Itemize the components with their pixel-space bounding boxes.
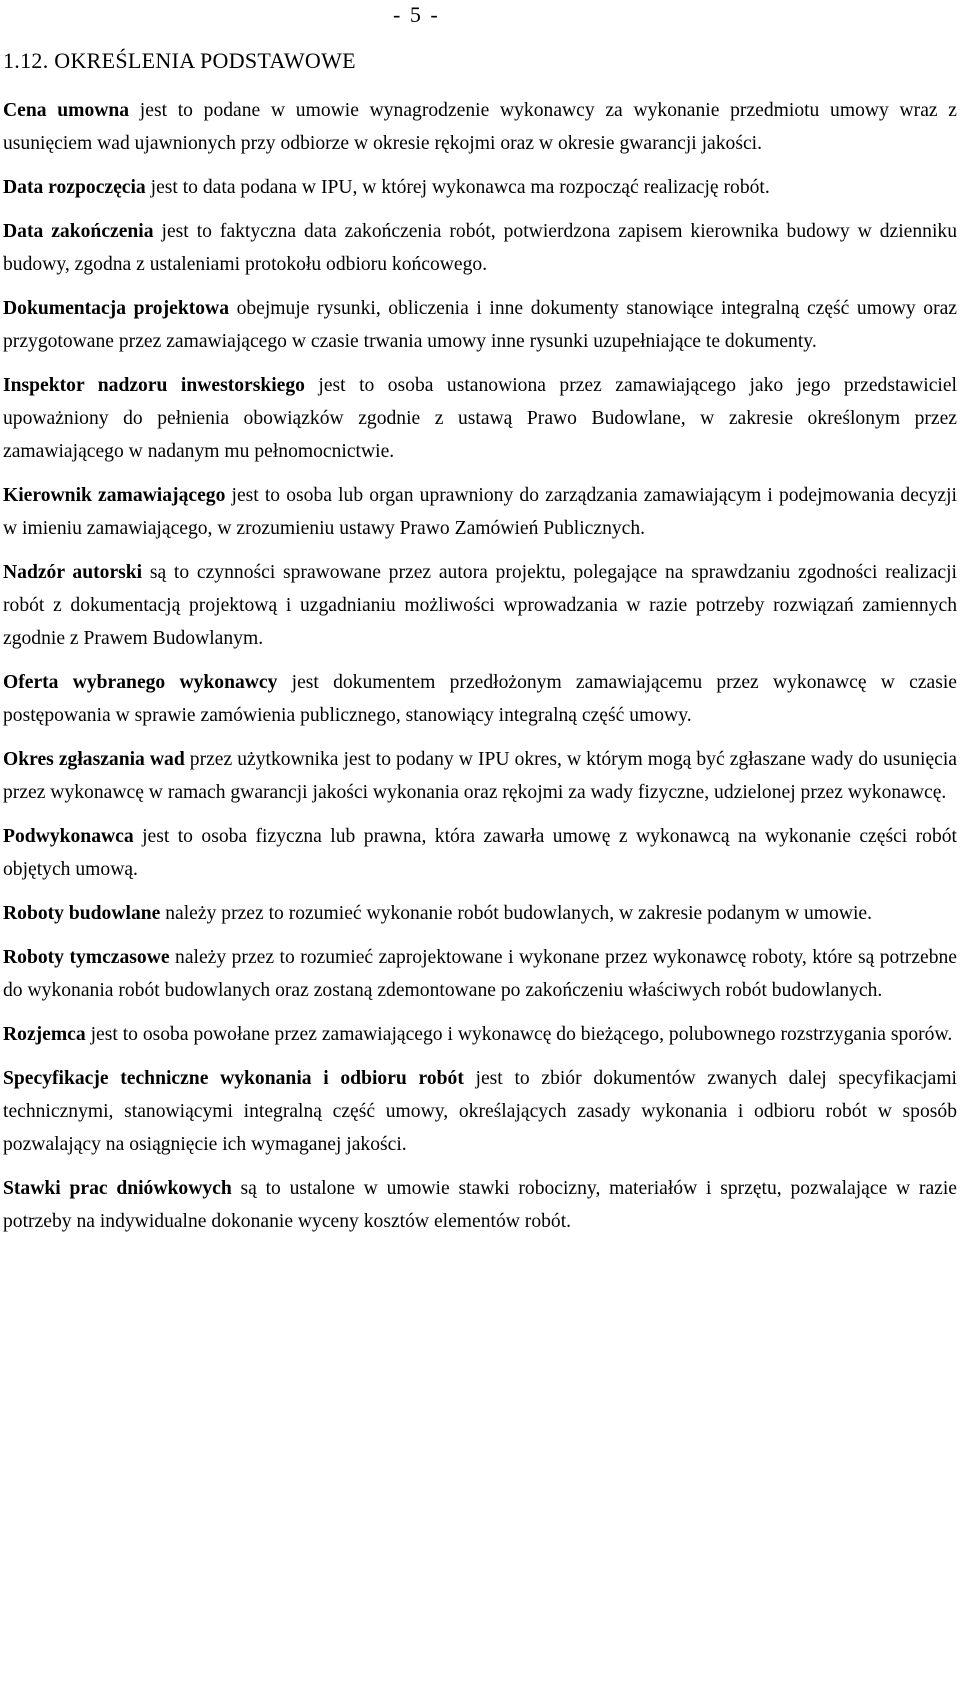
definition-text: jest to faktyczna data zakończenia robót, potwierdzona zapisem kierownika budowy w dzienniku budowy, zgodna z ustaleniami protokołu odbioru końcowego. [3,221,958,275]
definition-term: Stawki prac dniówkowych [3,1178,232,1199]
definition-term: Nadzór autorski [3,562,143,583]
definition-rozjemca [3,1018,957,1051]
definition-text: jest to osoba powołane przez zamawiającego i wykonawcę do bieżącego, polubownego rozstrzygania sporów. [85,1024,953,1045]
definition-text: należy przez to rozumieć zaprojektowane i wykonane przez wykonawcę roboty, które są potrzebne do wykonania robót budowlanych oraz zostaną zdemontowane po zakończeniu właściwych robót budowlanych. [3,947,957,1001]
definition-term: Roboty tymczasowe [3,947,170,968]
definition-text: są to czynności sprawowane przez autora projektu, polegające na sprawdzaniu zgodności realizacji robót z dokumentacją projektową i uzgadnianiu możliwości wprowadzania w razie potrzeby rozwiązań zamiennych zgodnie z Prawem Budowlanym. [3,562,957,649]
definition-text: należy przez to rozumieć wykonanie robót budowlanych, w zakresie podanym w umowie. [160,903,873,924]
definition-kierownik-zamawiajacego [3,479,957,545]
definition-okres-zglaszania-wad [3,743,957,809]
page-number: - 5 - [393,2,440,27]
section-heading: 1.12. OKREŚLENIA PODSTAWOWE [3,48,356,73]
definition-specyfikacje-techniczne [3,1062,957,1161]
definition-data-rozpoczecia [3,171,957,204]
definition-roboty-budowlane [3,897,957,930]
definition-text: jest dokumentem przedłożonym zamawiającemu przez wykonawcę w czasie postępowania w sprawie zamówienia publicznego, stanowiący integralną część umowy. [3,672,958,726]
definition-term: Dokumentacja projektowa [3,298,229,319]
definition-term: Data rozpoczęcia [3,177,146,198]
definition-term: Roboty budowlane [3,903,161,924]
definition-term: Kierownik zamawiającego [3,485,226,506]
definition-podwykonawca [3,820,957,886]
definition-oferta-wybranego-wykonawcy [3,666,957,732]
definition-roboty-tymczasowe [3,941,957,1007]
definition-term: Specyfikacje techniczne wykonania i odbioru robót [3,1068,464,1089]
definition-term: Inspektor nadzoru inwestorskiego [3,375,305,396]
definition-data-zakonczenia [3,215,957,281]
definition-text: jest to osoba fizyczna lub prawna, która zawarła umowę z wykonawcą na wykonanie części robót objętych umową. [3,826,957,880]
definition-text: są to ustalone w umowie stawki robocizny, materiałów i sprzętu, pozwalające w razie potrzeby na indywidualne dokonanie wyceny kosztów elementów robót. [3,1178,957,1232]
definition-text: jest to podane w umowie wynagrodzenie wykonawcy za wykonanie przedmiotu umowy wraz z usunięciem wad ujawnionych przy odbiorze w okresie rękojmi oraz w okresie gwarancji jakości. [3,100,957,154]
definition-text: przez użytkownika jest to podany w IPU okres, w którym mogą być zgłaszane wady do usunięcia przez wykonawcę w ramach gwarancji jakości wykonania oraz rękojmi za wady fizyczne, udzielonej przez wykonawcę. [3,749,958,803]
definition-text: jest to zbiór dokumentów zwanych dalej specyfikacjami technicznymi, stanowiącymi integralną część umowy, określających zasady wykonania i odbioru robót w sposób pozwalający na osiągnięcie ich wymaganej jakości. [3,1068,957,1155]
definition-inspektor-nadzoru [3,369,957,468]
definition-nadzor-autorski [3,556,957,655]
definitions-list [3,94,957,1249]
definition-term: Podwykonawca [3,826,134,847]
definition-text: jest to data podana w IPU, w której wykonawca ma rozpocząć realizację robót. [145,177,770,198]
definition-text: jest to osoba lub organ uprawniony do zarządzania zamawiającym i podejmowania decyzji w imieniu zamawiającego, w zrozumieniu ustawy Prawo Zamówień Publicznych. [3,485,958,539]
definition-term: Data zakończenia [3,221,154,242]
definition-term: Cena umowna [3,100,130,121]
definition-term: Rozjemca [3,1024,86,1045]
definition-cena-umowna [3,94,957,160]
definition-text: obejmuje rysunki, obliczenia i inne dokumenty stanowiące integralną część umowy oraz przygotowane przez zamawiającego w czasie trwania umowy inne rysunki uzupełniające te dokumenty. [3,298,957,352]
definition-stawki-prac-dniowkowych [3,1172,957,1238]
definition-dokumentacja-projektowa [3,292,957,358]
definition-term: Okres zgłaszania wad [3,749,185,770]
definition-text: jest to osoba ustanowiona przez zamawiającego jako jego przedstawiciel upoważniony do pełnienia obowiązków zgodnie z ustawą Prawo Budowlane, w zakresie określonym przez zamawiającego w nadanym mu pełnomocnictwie. [3,375,957,462]
definition-term: Oferta wybranego wykonawcy [3,672,278,693]
